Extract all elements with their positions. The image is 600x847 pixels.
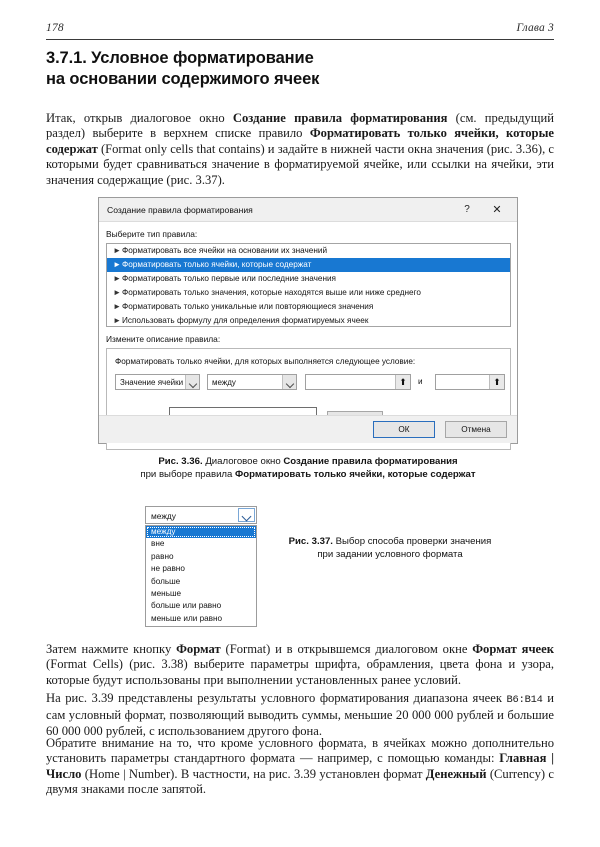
rule-description-label: Измените описание правила: [106,334,221,344]
list-item[interactable] [107,300,510,314]
bullet-icon: ► [113,274,122,283]
caption-336-number: Рис. 3.36. [158,456,206,467]
intro-text-1: Итак, открыв диалоговое окно [46,110,233,125]
list-item-label: Форматировать только значения, которые находятся выше или ниже среднего [122,288,421,297]
caption-337-number: Рис. 3.37. [288,536,336,547]
list-item[interactable]: не равно [151,564,185,574]
format-bold-1: Формат [176,641,221,656]
bullet-icon: ► [113,246,122,255]
bullet-icon: ► [113,288,122,297]
results-text-1: На рис. 3.39 представлены результаты условного форматирования диапазона ячеек [46,690,507,705]
condition-operator-value: между [212,378,236,387]
list-item[interactable] [107,244,510,258]
rule-type-list[interactable] [106,243,511,327]
close-icon[interactable]: ✕ [492,204,502,216]
figure-caption-337 [275,535,505,561]
list-item-label: Форматировать только первые или последние значения [122,274,336,283]
range-picker-icon[interactable]: ⬆ [395,375,410,389]
format-text-1: Затем нажмите кнопку [46,641,177,656]
note-bold-2: Денежный [425,766,487,781]
list-item[interactable] [107,314,510,327]
ok-button[interactable]: ОК [373,421,435,438]
list-item[interactable]: больше или равно [151,601,222,611]
condition-subject-dropdown[interactable] [115,374,200,390]
format-text-2: (Format) и в открывшемся диалоговом окне [220,641,473,656]
caption-336-bold-1: Создание правила форматирования [283,456,458,467]
intro-bold-1: Создание правила форматирования [232,110,448,125]
condition-subject-value: Значение ячейки [120,378,184,387]
dialog-title-bar [99,198,517,221]
list-item[interactable]: равно [151,551,174,561]
chevron-down-icon[interactable] [185,375,199,389]
operator-combobox[interactable] [145,506,257,524]
intro-text-2: (см. предыдущий раздел) выберите в верхнем списке правило [46,110,554,141]
condition-controls-row [115,374,505,391]
note-text-3: (Currency) с двумя знаками после запятой. [46,766,554,797]
list-item[interactable] [107,258,510,272]
results-text-2: и сам условный формат, позволяющий выводить суммы, меньшие 20 000 000 рублей и большие 60 000 000 рублей, с использованием другого фона. [46,690,554,738]
list-item-label: Использовать формулу для определения форматируемых ячеек [122,316,369,325]
condition-conjunction: и [418,377,423,386]
intro-text-3: (Format only cells that contains) и задайте в нижней части окна значения (рис. 3.36), с которыми будет сравниваться значение в форматируемой ячейке, или ссылки на ячейки, эти значения содержащие (рис. 3.37). [46,141,554,187]
chapter-label: Глава 3 [516,22,554,34]
list-item[interactable] [107,286,510,300]
list-item-label: Форматировать только ячейки, которые содержат [122,260,312,269]
value-from-input[interactable] [305,374,411,390]
dialog-title: Создание правила форматирования [107,205,253,215]
paragraph-results [46,691,554,740]
list-item-label: Форматировать все ячейки на основании их значений [122,246,328,255]
list-item-label: Форматировать только уникальные или повторяющиеся значения [122,302,374,311]
chevron-down-icon[interactable] [282,375,296,389]
caption-336-text-2: при выборе правила [140,469,236,480]
bullet-icon: ► [113,260,122,269]
header-rule [46,39,554,40]
cancel-button[interactable]: Отмена [445,421,507,438]
note-bold-1: Главная | Число [46,751,555,781]
list-item[interactable] [107,272,510,286]
intro-bold-2: Форматировать только ячейки, которые содержат [46,126,554,156]
heading-line-1: 3.7.1. Условное форматирование [46,49,314,67]
caption-336-text-1: Диалоговое окно [205,456,284,467]
format-text-3: (Format Cells) (рис. 3.38) выберите параметры шрифта, обрамления, цвета фона и узора, которые будут использованы при выполнении установленных ранее условий. [46,657,554,687]
note-text-2: (Home | Number). В частности, на рис. 3.39 установлен формат [81,766,426,781]
bullet-icon: ► [113,302,122,311]
list-item[interactable]: вне [151,539,165,549]
condition-label: Форматировать только ячейки, для которых выполняется следующее условие: [115,357,416,366]
page-number: 178 [46,22,64,34]
heading-line-2: на основании содержимого ячеек [46,70,320,88]
caption-337-text-2: при задании условного формата [317,549,463,560]
rule-type-label: Выберите тип правила: [106,229,198,239]
condition-operator-dropdown[interactable] [207,374,297,390]
section-heading [46,48,554,90]
list-item[interactable]: между [146,526,256,538]
new-formatting-rule-dialog [98,197,518,444]
format-bold-2: Формат ячеек [472,641,554,656]
paragraph-intro [46,111,554,189]
running-head [46,22,554,44]
value-to-input[interactable] [435,374,505,390]
range-picker-icon[interactable]: ⬆ [489,375,504,389]
operator-selected-value: между [151,511,176,521]
note-text-1: Обратите внимание на то, что кроме условного формата, в ячейках можно дополнительно установить параметры стандартного формата — например, с помощью команды: [46,735,554,766]
operator-option-list[interactable] [145,525,257,627]
chevron-down-icon[interactable] [238,508,255,522]
dialog-body [99,221,517,443]
paragraph-format [46,642,554,689]
caption-336-bold-2: Форматировать только ячейки, которые содержат [235,469,476,480]
caption-337-text-1: Выбор способа проверки значения [335,536,492,547]
list-item[interactable]: меньше [151,588,182,598]
cell-range-reference: B6:B14 [506,693,543,706]
list-item[interactable]: больше [151,576,181,586]
list-item[interactable]: меньше или равно [151,613,223,623]
figure-caption-336 [98,455,518,481]
bullet-icon: ► [113,316,122,325]
help-icon[interactable]: ? [464,204,470,215]
dialog-footer [99,415,517,443]
paragraph-note [46,736,554,798]
